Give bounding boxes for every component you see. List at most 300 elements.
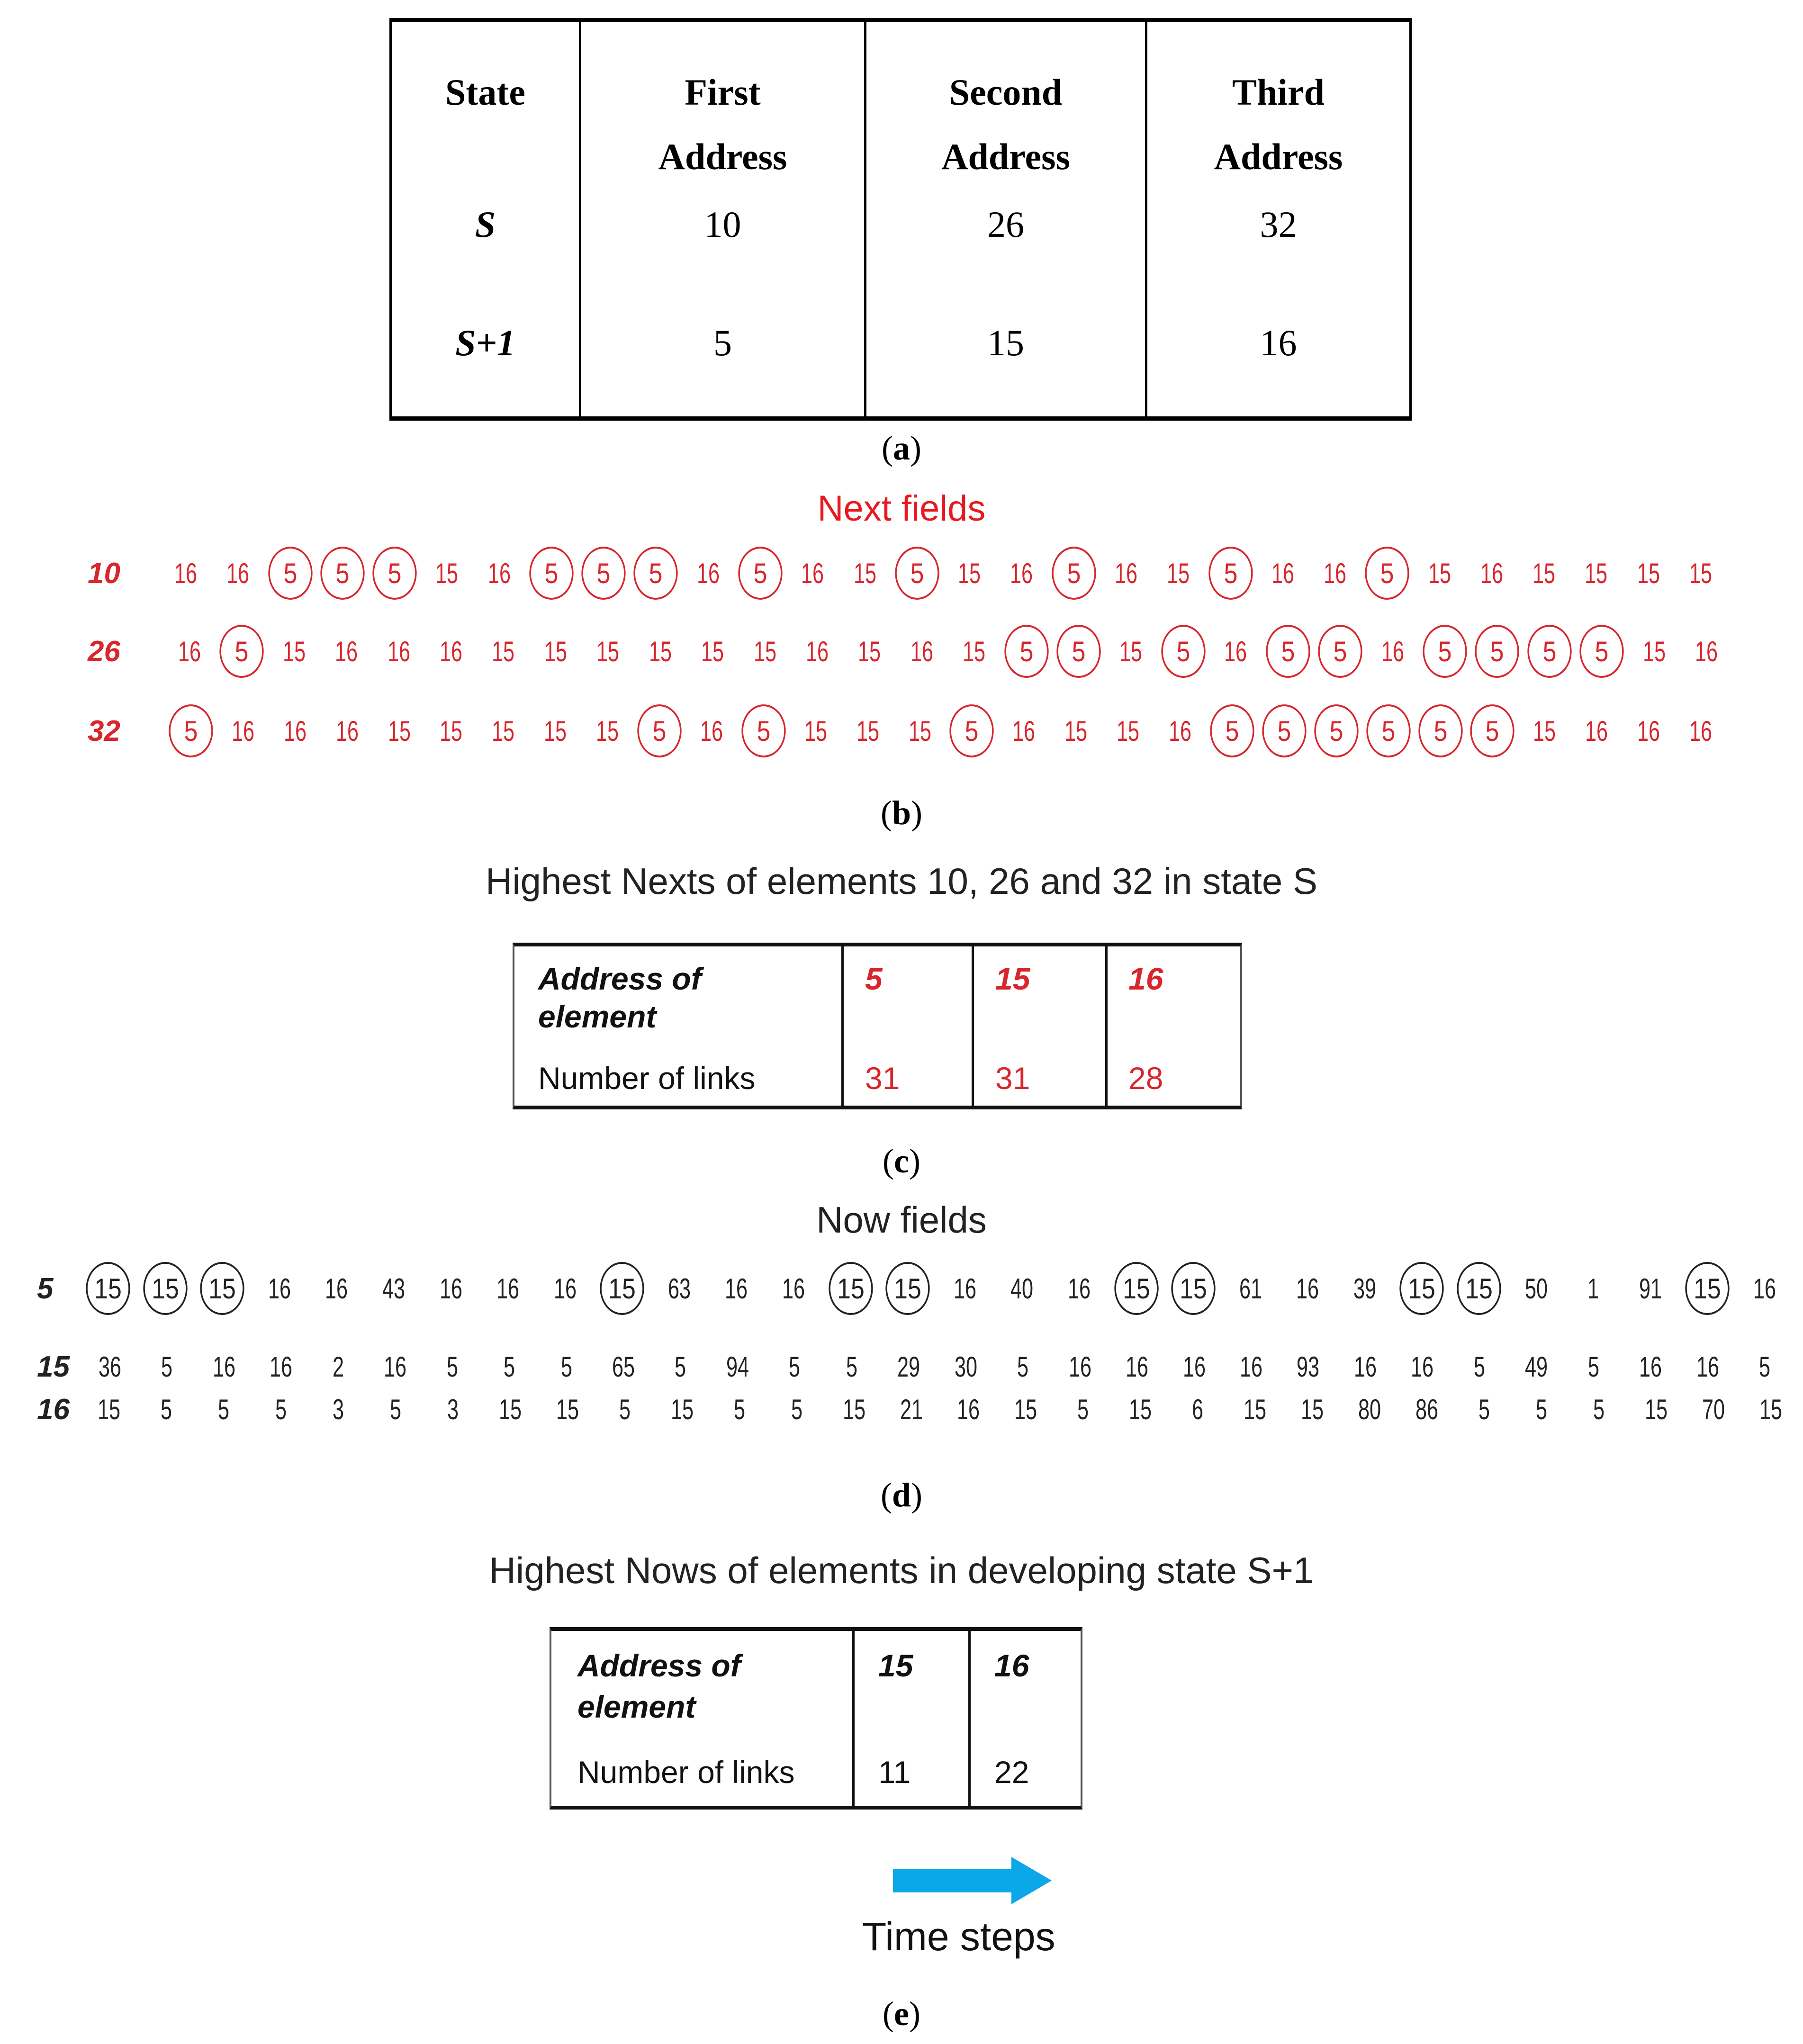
field-value: [169, 625, 210, 677]
links-label: Number of links: [538, 1061, 756, 1096]
circled-value: [740, 547, 781, 599]
circled-value: [1529, 625, 1570, 677]
value-text: 15: [596, 635, 620, 667]
circled-value: [1267, 625, 1308, 677]
field-value: [1573, 1262, 1614, 1315]
value-text: 16: [1637, 715, 1660, 747]
value-text: 15: [908, 715, 931, 747]
circled-value: [374, 547, 415, 599]
value-text: 15: [1686, 1262, 1730, 1315]
circled-value: [1058, 625, 1099, 677]
value-text: 16: [231, 715, 254, 747]
field-value: [433, 1383, 473, 1435]
field-row: [0, 1262, 1803, 1315]
value-text: 15: [1129, 1393, 1152, 1425]
field-value: [744, 625, 785, 677]
value-text: 5: [372, 547, 416, 600]
field-value: [326, 705, 367, 757]
value-text: 16: [1126, 1351, 1149, 1383]
cell-value: 26: [987, 204, 1024, 245]
circled-value: [270, 547, 310, 599]
value-text: 5: [1587, 1351, 1599, 1383]
circled-value: [1320, 625, 1361, 677]
value-text: 15: [829, 1262, 873, 1315]
field-value: [719, 1383, 759, 1435]
field-value: [1108, 705, 1148, 757]
value-text: 5: [1262, 704, 1306, 757]
value-text: 40: [1010, 1272, 1034, 1305]
caption-letter: b: [892, 794, 911, 832]
circled-value: [743, 705, 784, 757]
value-text: 15: [435, 557, 459, 589]
field-value: [776, 1383, 817, 1435]
caption-e: (e): [883, 1995, 920, 2033]
circled-value: [1006, 625, 1046, 677]
value-text: 5: [1580, 625, 1624, 678]
value-text: 61: [1239, 1272, 1262, 1305]
value-text: 5: [169, 704, 213, 757]
circled-value: [1163, 625, 1204, 677]
header-second-address: Address: [941, 136, 1070, 177]
value-text: 5: [738, 547, 782, 600]
time-arrow-icon: [893, 1855, 1054, 1907]
value-text: 16: [270, 1351, 293, 1383]
caption-c: (c): [883, 1142, 920, 1180]
value-text: 16: [696, 557, 720, 589]
value-text: 16: [1114, 557, 1137, 589]
row-label: 32: [88, 715, 120, 747]
circled-value: [639, 705, 680, 757]
address-label: Address of: [577, 1648, 741, 1683]
caption-b: (b): [880, 794, 922, 832]
value-text: 5: [1077, 1393, 1089, 1425]
value-text: 5: [1536, 1393, 1548, 1425]
value-text: 15: [1645, 1393, 1668, 1425]
value-text: 15: [886, 1262, 930, 1315]
value-text: 5: [529, 547, 573, 600]
value-text: 5: [634, 547, 678, 600]
value-text: 16: [283, 715, 307, 747]
field-value: [1315, 547, 1355, 599]
value-text: 15: [1117, 715, 1140, 747]
value-text: 15: [1014, 1393, 1037, 1425]
value-text: 43: [382, 1272, 405, 1305]
value-text: 16: [384, 1351, 407, 1383]
value-text: 16: [439, 1272, 462, 1305]
value-text: 36: [98, 1351, 122, 1383]
field-value: [1215, 625, 1256, 677]
field-value: [773, 1262, 814, 1315]
field-value: [945, 1262, 985, 1315]
value-text: 5: [733, 1393, 745, 1425]
value-text: 5: [268, 547, 312, 600]
field-value: [1471, 547, 1512, 599]
field-value: [146, 1383, 187, 1435]
time-steps-label: Time steps: [862, 1914, 1055, 1959]
value-text: 15: [1642, 635, 1666, 667]
field-value: [544, 1262, 585, 1315]
value-text: 15: [701, 635, 724, 667]
value-text: 16: [1296, 1272, 1319, 1305]
field-value: [688, 547, 729, 599]
value-text: 16: [212, 1351, 235, 1383]
value-text: 21: [900, 1393, 923, 1425]
value-text: 15: [858, 635, 881, 667]
links-value: 28: [1128, 1061, 1163, 1096]
value-text: 70: [1702, 1393, 1725, 1425]
circled-value: [1477, 625, 1517, 677]
value-text: 5: [220, 625, 264, 678]
value-text: 15: [1533, 715, 1556, 747]
field-value: [1349, 1383, 1390, 1435]
field-value: [1120, 1383, 1161, 1435]
caption-a: (a): [882, 429, 921, 467]
field-value: [259, 1262, 300, 1315]
value-text: 5: [446, 1351, 458, 1383]
circled-value: [1401, 1262, 1442, 1315]
field-value: [1750, 1383, 1791, 1435]
value-text: 15: [596, 715, 619, 747]
value-text: 5: [950, 704, 994, 757]
field-value: [1001, 1262, 1042, 1315]
field-value: [275, 705, 316, 757]
column-first-address: [581, 22, 864, 416]
field-value: [1287, 1262, 1328, 1315]
field-value: [1576, 705, 1617, 757]
value-text: 5: [560, 1351, 572, 1383]
value-text: 5: [1318, 625, 1362, 678]
links-value: 31: [995, 1061, 1030, 1096]
value-text: 15: [1759, 1393, 1783, 1425]
highest-nexts-title: Highest Nexts of elements 10, 26 and 32 in state S: [485, 860, 1318, 902]
value-text: 16: [1010, 557, 1033, 589]
value-text: 86: [1415, 1393, 1439, 1425]
value-text: 63: [667, 1272, 691, 1305]
address-value: 15: [878, 1648, 913, 1683]
value-text: 15: [963, 635, 986, 667]
circled-value: [322, 547, 363, 599]
value-text: 16: [1381, 635, 1404, 667]
value-text: 5: [1423, 625, 1467, 678]
value-text: 16: [1012, 715, 1036, 747]
field-value: [483, 705, 523, 757]
value-text: 5: [504, 1351, 515, 1383]
value-text: 16: [1585, 715, 1608, 747]
value-text: 5: [1475, 625, 1519, 678]
circled-value: [1368, 705, 1408, 757]
value-text: 16: [496, 1272, 520, 1305]
field-value: [1464, 1383, 1505, 1435]
circled-value: [1420, 705, 1460, 757]
value-text: 5: [1208, 547, 1253, 600]
value-text: 15: [388, 715, 411, 747]
header-first-address: Address: [658, 136, 787, 177]
value-text: 16: [1182, 1351, 1206, 1383]
table-divider: [968, 1631, 971, 1806]
field-value: [797, 625, 838, 677]
state-address-table: [389, 18, 1412, 421]
row-label: 10: [88, 557, 120, 590]
circled-value: [1424, 625, 1465, 677]
field-value: [1680, 547, 1721, 599]
value-text: 15: [842, 1393, 865, 1425]
value-text: 15: [1167, 557, 1190, 589]
field-row: [0, 547, 1803, 599]
field-value: [1686, 625, 1727, 677]
field-value: [795, 705, 836, 757]
circled-value: [951, 705, 992, 757]
field-value: [1106, 547, 1146, 599]
caption-letter: e: [894, 1995, 909, 2033]
field-value: [661, 1383, 702, 1435]
field-value: [535, 705, 576, 757]
field-value: [223, 705, 263, 757]
value-text: 16: [226, 557, 250, 589]
circled-value: [1581, 625, 1622, 677]
value-text: 5: [582, 547, 626, 600]
value-text: 15: [1064, 715, 1088, 747]
value-text: 15: [1119, 635, 1143, 667]
value-text: 5: [895, 547, 939, 600]
field-value: [891, 1383, 931, 1435]
field-value: [490, 1383, 531, 1435]
address-label-2: element: [577, 1689, 696, 1724]
field-value: [430, 1262, 471, 1315]
value-text: 15: [1533, 557, 1556, 589]
value-text: 15: [1114, 1262, 1158, 1315]
field-value: [833, 1383, 874, 1435]
value-text: 5: [619, 1393, 631, 1425]
value-text: 16: [782, 1272, 805, 1305]
value-text: 5: [1266, 625, 1310, 678]
value-text: 5: [1052, 547, 1096, 600]
field-value: [1515, 1262, 1556, 1315]
value-text: 50: [1524, 1272, 1548, 1305]
value-text: 16: [957, 1393, 980, 1425]
links-value: 22: [994, 1755, 1029, 1790]
value-text: 16: [910, 635, 933, 667]
value-text: 5: [789, 1351, 801, 1383]
value-text: 15: [1171, 1262, 1215, 1315]
value-text: 16: [1411, 1351, 1434, 1383]
value-text: 5: [1017, 1351, 1029, 1383]
value-text: 94: [726, 1351, 749, 1383]
field-value: [1344, 1262, 1385, 1315]
value-text: 15: [556, 1393, 579, 1425]
field-value: [1578, 1383, 1619, 1435]
field-value: [1160, 705, 1200, 757]
row-label: 16: [37, 1393, 70, 1426]
field-value: [1158, 547, 1199, 599]
field-value: [1059, 1262, 1100, 1315]
table-divider: [1105, 946, 1108, 1106]
caption-letter: c: [894, 1142, 909, 1180]
state-s-plus-1: S+1: [455, 322, 515, 363]
value-text: 15: [1301, 1393, 1324, 1425]
value-text: 15: [1428, 557, 1451, 589]
field-value: [1630, 1262, 1671, 1315]
field-value: [1406, 1383, 1447, 1435]
value-text: 16: [487, 557, 511, 589]
field-value: [844, 547, 885, 599]
value-text: 65: [612, 1351, 635, 1383]
circled-value: [1264, 705, 1305, 757]
address-label: Address of: [538, 961, 702, 996]
value-text: 16: [553, 1272, 577, 1305]
value-text: 15: [1457, 1262, 1501, 1315]
circled-value: [887, 1262, 928, 1315]
value-text: 16: [1067, 1272, 1091, 1305]
caption-letter: d: [892, 1476, 911, 1514]
field-value: [375, 1383, 416, 1435]
header-third-address: Address: [1214, 136, 1343, 177]
value-text: 15: [804, 715, 827, 747]
field-row: [0, 1383, 1803, 1435]
field-value: [849, 625, 890, 677]
field-value: [89, 1383, 129, 1435]
value-text: 29: [897, 1351, 920, 1383]
address-value: 16: [1128, 961, 1163, 996]
highest-nows-title: Highest Nows of elements in developing state S+1: [489, 1549, 1314, 1591]
field-value: [478, 547, 519, 599]
field-value: [1576, 547, 1616, 599]
header-state: State: [445, 72, 525, 113]
field-value: [604, 1383, 645, 1435]
circled-value: [221, 625, 262, 677]
circled-value: [88, 1262, 128, 1315]
value-text: 5: [1365, 547, 1409, 600]
value-text: 16: [1324, 557, 1347, 589]
field-value: [1633, 625, 1674, 677]
circled-value: [1210, 547, 1251, 599]
field-value: [954, 625, 994, 677]
field-value: [326, 625, 367, 677]
value-text: 15: [544, 635, 567, 667]
value-text: 5: [741, 704, 785, 757]
value-text: 5: [1593, 1393, 1605, 1425]
field-value: [691, 705, 732, 757]
field-value: [1063, 1383, 1103, 1435]
field-value: [659, 1262, 700, 1315]
value-text: 5: [846, 1351, 857, 1383]
value-text: 16: [1169, 715, 1192, 747]
field-value: [949, 547, 990, 599]
field-value: [426, 547, 467, 599]
field-value: [487, 1262, 528, 1315]
value-text: 5: [1056, 625, 1100, 678]
links-value: 11: [878, 1755, 911, 1790]
row-label: 15: [37, 1351, 70, 1383]
links-value: 31: [865, 1061, 900, 1096]
cell-value: 32: [1260, 204, 1297, 245]
value-text: 5: [1758, 1351, 1771, 1383]
circled-value: [1053, 547, 1094, 599]
value-text: 16: [725, 1272, 748, 1305]
cell-value: 5: [713, 322, 732, 363]
value-text: 15: [853, 557, 876, 589]
circled-value: [1212, 705, 1253, 757]
value-text: 15: [97, 1393, 121, 1425]
value-text: 16: [1639, 1351, 1662, 1383]
value-text: 16: [268, 1272, 291, 1305]
value-text: 16: [1068, 1351, 1091, 1383]
links-label: Number of links: [577, 1755, 795, 1790]
value-text: 5: [1004, 625, 1048, 678]
field-value: [318, 1383, 359, 1435]
value-text: 1: [1587, 1272, 1599, 1305]
value-text: 15: [1400, 1262, 1444, 1315]
cell-value: 15: [987, 322, 1024, 363]
value-text: 16: [700, 715, 723, 747]
value-text: 16: [335, 715, 359, 747]
field-value: [1524, 547, 1564, 599]
value-text: 15: [498, 1393, 522, 1425]
value-text: 16: [1696, 1351, 1719, 1383]
field-value: [431, 705, 471, 757]
field-value: [1003, 705, 1044, 757]
field-value: [261, 1383, 301, 1435]
field-value: [716, 1262, 757, 1315]
circled-value: [583, 547, 624, 599]
circled-value: [202, 1262, 243, 1315]
value-text: 5: [161, 1351, 173, 1383]
field-value: [274, 625, 315, 677]
value-text: 16: [1224, 635, 1247, 667]
caption-letter: a: [893, 429, 910, 467]
field-value: [640, 625, 681, 677]
circled-value: [830, 1262, 871, 1315]
field-value: [217, 547, 258, 599]
circled-value: [1472, 705, 1513, 757]
highest-nows-table: [550, 1627, 1082, 1810]
value-text: 15: [86, 1262, 130, 1315]
row-label: 5: [37, 1272, 54, 1305]
field-value: [692, 625, 733, 677]
field-value: [1292, 1383, 1333, 1435]
circled-value: [1116, 1262, 1156, 1315]
value-text: 6: [1192, 1393, 1204, 1425]
value-text: 15: [1585, 557, 1608, 589]
value-text: 16: [387, 635, 410, 667]
field-value: [1744, 1262, 1785, 1315]
cell-value: 10: [704, 204, 741, 245]
value-text: 5: [1161, 625, 1205, 678]
value-text: 15: [958, 557, 981, 589]
value-text: 2: [332, 1351, 344, 1383]
field-value: [792, 547, 833, 599]
field-value: [1177, 1383, 1218, 1435]
circled-value: [144, 1262, 185, 1315]
circled-value: [1173, 1262, 1214, 1315]
field-value: [1524, 705, 1565, 757]
field-row: [0, 625, 1803, 677]
address-value: 16: [994, 1648, 1029, 1683]
value-text: 15: [440, 715, 463, 747]
value-text: 5: [1470, 704, 1515, 757]
field-value: [378, 625, 419, 677]
circled-value: [602, 1262, 642, 1315]
table-divider: [852, 1631, 855, 1806]
value-text: 15: [1689, 557, 1713, 589]
value-text: 91: [1639, 1272, 1662, 1305]
field-value: [1372, 625, 1413, 677]
value-text: 15: [282, 635, 306, 667]
circled-value: [635, 547, 676, 599]
column-third-address: [1147, 22, 1409, 416]
value-text: 5: [160, 1393, 172, 1425]
value-text: 5: [791, 1393, 802, 1425]
field-value: [1628, 705, 1669, 757]
